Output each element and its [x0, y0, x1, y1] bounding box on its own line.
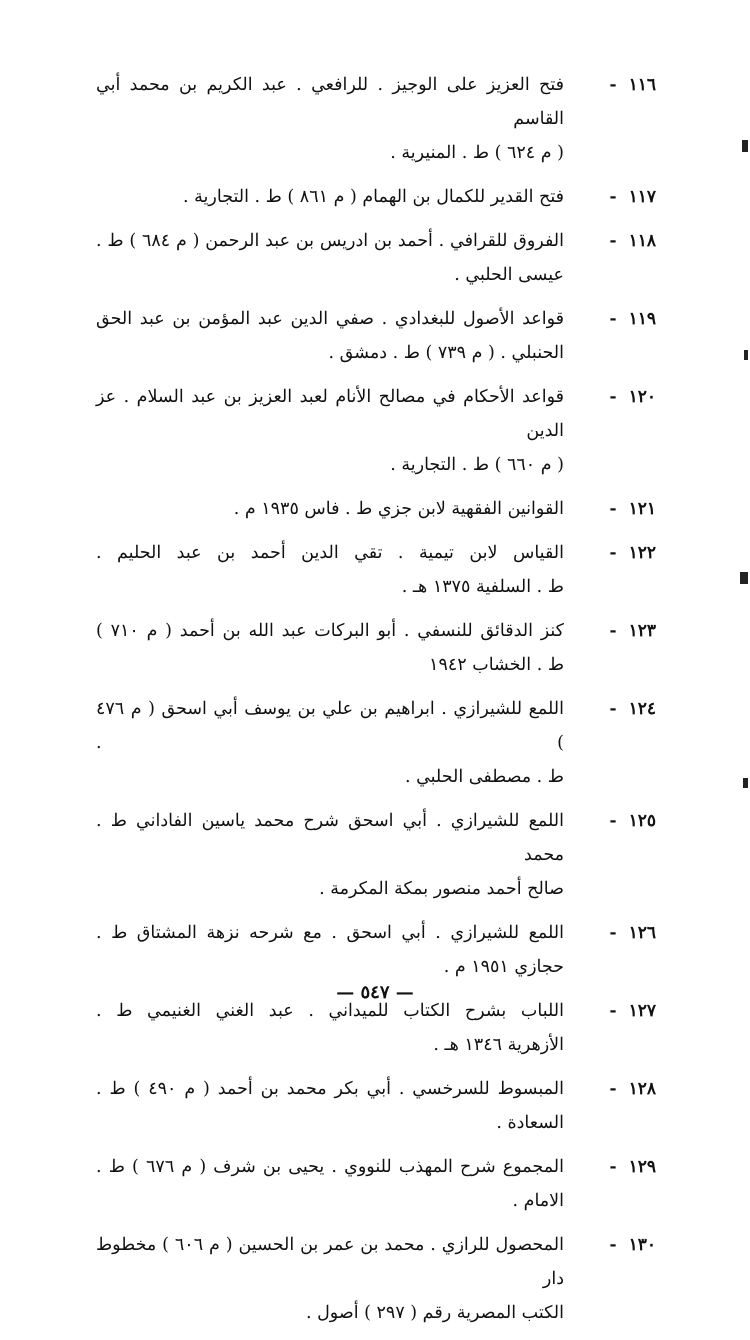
entry-number — [564, 692, 656, 726]
entry-line: ( م ٦٦٠ ) ط . التجارية . — [390, 455, 564, 475]
entry-number-dash: - — [609, 1157, 617, 1177]
entry-line: الحنبلي . ( م ٧٣٩ ) ط . دمشق . — [328, 343, 564, 363]
entry-line: فتح القدير للكمال بن الهمام ( م ٨٦١ ) ط . التجارية . — [183, 187, 564, 207]
entry-number-dash: - — [609, 499, 617, 519]
bibliography-entry — [96, 302, 656, 370]
entry-number-dash: - — [609, 811, 617, 831]
entry-line: الفروق للقرافي . أحمد بن ادريس بن عبد الرحمن ( م ٦٨٤ ) ط . — [96, 231, 565, 251]
entry-line: ط . مصطفى الحلبي . — [404, 767, 564, 787]
bibliography-entry — [96, 692, 656, 794]
entry-line: القياس لابن تيمية . تقي الدين أحمد بن عبد الحليم . — [96, 543, 564, 563]
entry-text — [96, 614, 564, 682]
entry-line: اللباب بشرح الكتاب للميداني . عبد الغني الغنيمي ط . — [96, 1001, 564, 1021]
entry-number — [564, 916, 656, 950]
bibliography-entry — [96, 68, 656, 170]
entry-line: حجازي ١٩٥١ م . — [443, 957, 564, 977]
entry-number-text: ١٢٨ — [628, 1079, 656, 1099]
entry-line: قواعد الأصول للبغدادي . صفي الدين عبد المؤمن بن عبد الحق — [96, 309, 564, 329]
bibliography-entry — [96, 380, 656, 482]
entry-line: عيسى الحلبي . — [454, 265, 564, 285]
entry-number-text: ١١٩ — [628, 309, 656, 329]
entry-number — [564, 302, 656, 336]
entry-line: المجموع شرح المهذب للنووي . يحيى بن شرف ( م ٦٧٦ ) ط . الامام . — [96, 1157, 565, 1211]
entry-number — [564, 224, 656, 258]
entry-number-text: ١٢٠ — [628, 387, 656, 407]
bibliography-entry — [96, 224, 656, 292]
entry-line: ط . السلفية ١٣٧٥ هـ . — [401, 577, 564, 597]
entry-text — [96, 692, 564, 794]
entry-text — [96, 224, 564, 292]
entry-line: قواعد الأحكام في مصالح الأنام لعبد العزيز بن عبد السلام . عز الدين — [96, 387, 564, 441]
entry-number — [564, 492, 656, 526]
bibliography-entry — [96, 1228, 656, 1330]
bibliography-entry — [96, 1072, 656, 1140]
bibliography-entry — [96, 1150, 656, 1218]
entry-number-text: ١٣٠ — [628, 1235, 656, 1255]
entry-number-dash: - — [609, 1235, 617, 1255]
entry-text — [96, 380, 564, 482]
entry-number-dash: - — [609, 75, 617, 95]
entry-text — [96, 916, 564, 984]
entry-number-dash: - — [609, 231, 617, 251]
bibliography-entry — [96, 804, 656, 906]
entry-text — [96, 302, 564, 370]
entry-line: المحصول للرازي . محمد بن عمر بن الحسين ( م ٦٠٦ ) مخطوط دار — [96, 1235, 564, 1289]
edge-mark — [740, 572, 748, 584]
bibliography-entry — [96, 492, 656, 526]
entry-number — [564, 180, 656, 214]
entry-number-text: ١١٧ — [628, 187, 656, 207]
edge-mark — [743, 778, 748, 788]
entry-number — [564, 68, 656, 102]
bibliography-entry — [96, 180, 656, 214]
entry-line: اللمع للشيرازي . أبي اسحق . مع شرحه نزهة المشتاق ط . — [96, 923, 564, 943]
entry-text — [96, 804, 564, 906]
entry-text — [96, 1072, 564, 1140]
entry-line: الكتب المصرية رقم ( ٢٩٧ ) أصول . — [305, 1303, 564, 1323]
page-number: — ٥٤٧ — — [336, 982, 414, 1003]
entry-number-text: ١٢٦ — [628, 923, 656, 943]
entry-number-text: ١١٦ — [628, 75, 656, 95]
entry-number-dash: - — [609, 923, 617, 943]
entry-number-text: ١١٨ — [628, 231, 656, 251]
entry-number-dash: - — [609, 187, 617, 207]
entry-line: ( م ٦٢٤ ) ط . المنيرية . — [390, 143, 564, 163]
bibliography-entry — [96, 614, 656, 682]
entry-number — [564, 1072, 656, 1106]
entry-number-text: ١٢٢ — [628, 543, 656, 563]
bibliography-list — [96, 68, 656, 1340]
entry-number-text: ١٢٩ — [628, 1157, 656, 1177]
entry-line: ط . الخشاب ١٩٤٢ — [429, 655, 564, 675]
entry-text — [96, 180, 564, 214]
bibliography-entry — [96, 916, 656, 984]
entry-number — [564, 614, 656, 648]
entry-number-dash: - — [609, 699, 617, 719]
entry-number-dash: - — [609, 387, 617, 407]
entry-line: الأزهرية ١٣٤٦ هـ . — [433, 1035, 564, 1055]
entry-number — [564, 380, 656, 414]
bibliography-entry — [96, 994, 656, 1062]
entry-text — [96, 536, 564, 604]
entry-number-dash: - — [609, 1079, 617, 1099]
entry-number-text: ١٢٤ — [628, 699, 656, 719]
entry-line: القوانين الفقهية لابن جزي ط . فاس ١٩٣٥ م . — [233, 499, 564, 519]
entry-number-dash: - — [609, 621, 617, 641]
entry-number-text: ١٢٣ — [628, 621, 656, 641]
entry-line: كنز الدقائق للنسفي . أبو البركات عبد الله بن أحمد ( م ٧١٠ ) — [96, 621, 565, 641]
entry-line: المبسوط للسرخسي . أبي بكر محمد بن أحمد ( م ٤٩٠ ) ط . السعادة . — [96, 1079, 564, 1133]
entry-number-dash: - — [609, 1001, 617, 1021]
entry-number-text: ١٢٥ — [628, 811, 656, 831]
bibliography-entry — [96, 536, 656, 604]
entry-text — [96, 68, 564, 170]
entry-text — [96, 994, 564, 1062]
entry-text — [96, 1228, 564, 1330]
edge-mark — [744, 350, 748, 360]
entry-text — [96, 1150, 564, 1218]
entry-line: اللمع للشيرازي . ابراهيم بن علي بن يوسف أبي اسحق ( م ٤٧٦ ) . — [96, 699, 564, 753]
entry-line: اللمع للشيرازي . أبي اسحق شرح محمد ياسين الفاداني ط . محمد — [96, 811, 564, 865]
entry-text — [96, 492, 564, 526]
entry-number-text: ١٢٧ — [628, 1001, 656, 1021]
entry-number — [564, 804, 656, 838]
entry-number — [564, 536, 656, 570]
entry-number-text: ١٢١ — [628, 499, 656, 519]
edge-mark — [742, 140, 748, 152]
entry-number-dash: - — [609, 543, 617, 563]
entry-number-dash: - — [609, 309, 617, 329]
entry-line: فتح العزيز على الوجيز . للرافعي . عبد الكريم بن محمد أبي القاسم — [96, 75, 564, 129]
entry-line: صالح أحمد منصور بمكة المكرمة . — [319, 879, 564, 899]
entry-number — [564, 1228, 656, 1262]
entry-number — [564, 1150, 656, 1184]
